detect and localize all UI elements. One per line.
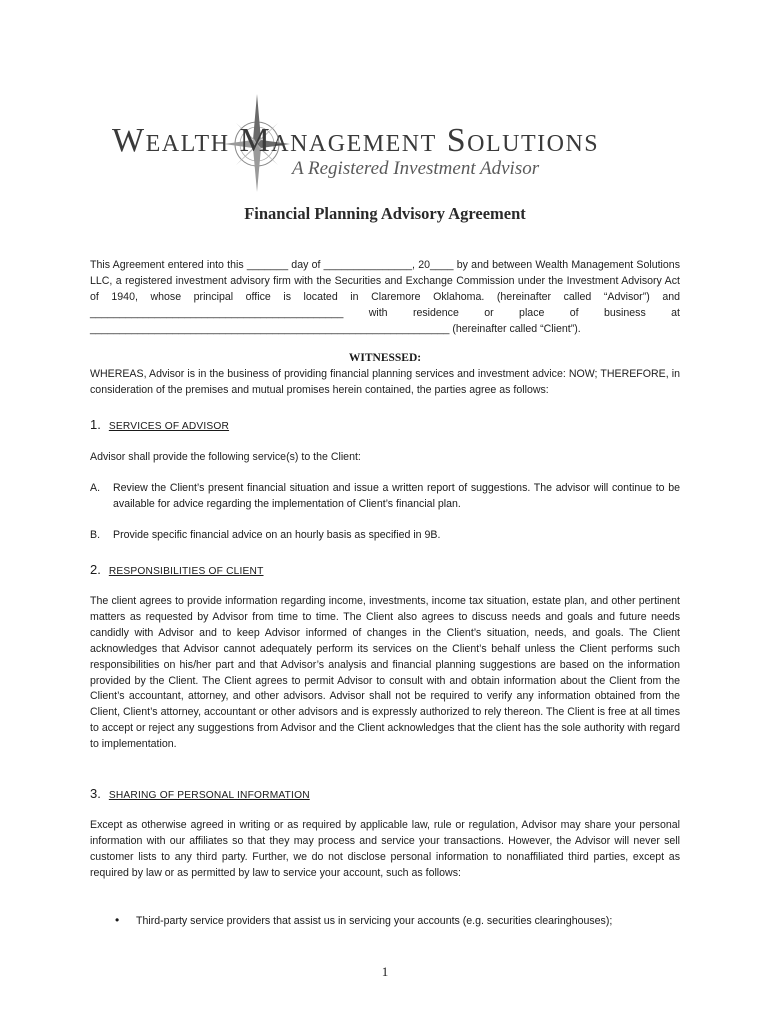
list-item-text: Review the Client’s present financial situation and issue a written report of suggestions. The advisor will continue to be available for advice regarding the implementation of Client’s financial plan. <box>113 482 680 510</box>
section-heading <box>90 417 229 432</box>
list-item <box>90 481 680 513</box>
section-title: SERVICES OF ADVISOR <box>108 421 230 432</box>
section-number: 2. <box>90 562 101 577</box>
section-paragraph: Except as otherwise agreed in writing or as required by applicable law, rule or regulation, Advisor may share your personal information with our affiliates so that they may process and service your transactions. However, the Advisor will never sell customer lists to any third party. Further, we do not disclose personal information to nonaffiliated third parties, except as required by law or as permitted by law to service your account, such as follows: <box>90 819 680 879</box>
list-item <box>90 528 680 544</box>
page-number: 1 <box>381 964 389 979</box>
section-number: 3. <box>90 786 101 801</box>
list-marker: B. <box>90 529 101 541</box>
bullet-item <box>115 914 680 930</box>
section-number: 1. <box>90 417 101 432</box>
section-title: RESPONSIBILITIES OF CLIENT <box>108 566 264 577</box>
brand-name: Wealth Management Solutions <box>112 122 600 159</box>
section-title: SHARING OF PERSONAL INFORMATION <box>108 790 310 801</box>
section-heading <box>90 562 264 577</box>
intro-paragraph: This Agreement entered into this _______ day of _______________, 20____ by and between Wealth Management Solutions LLC, a registered investment advisory firm with the Securities and Exchange Commission under the Investment Advisory Act of 1940, whose principal office is located in Claremore Oklahoma. (hereinafter called “Advisor”) and ___________________________________________ with residence or place of business at _____________________________________________________________ (hereinafter called “Client”). <box>90 259 680 335</box>
bullet-icon: • <box>115 913 120 927</box>
section-heading <box>90 786 310 801</box>
section-intro: Advisor shall provide the following service(s) to the Client: <box>90 451 361 463</box>
document-title: Financial Planning Advisory Agreement <box>244 204 526 223</box>
witnessed-heading: WITNESSED: <box>348 352 422 364</box>
brand-tagline: A Registered Investment Advisor <box>292 158 540 179</box>
bullet-text: Third-party service providers that assist us in servicing your accounts (e.g. securities clearinghouses); <box>136 915 613 927</box>
section-paragraph: The client agrees to provide information regarding income, investments, income tax situation, estate plan, and other pertinent matters as requested by Advisor from time to time. The Client also agrees to discuss needs and goals and future needs candidly with Advisor and to keep Advisor informed of changes in the Client’s situation, needs, and goals. The Client acknowledges that Advisor cannot adequately perform its services on the Client’s behalf unless the Client performs such responsibilities on his/her part and that Advisor’s analysis and financial planning suggestions are based on the information provided by the Client. The Client agrees to permit Advisor to consult with and obtain information about the Client from the Client’s accountant, attorney, and other advisors. Advisor shall not be required to verify any information obtained from the Client, Client’s attorney, accountant or other advisors and is expressly authorized to rely thereon. The Client is free at all times to accept or reject any suggestions from Advisor and the Client acknowledges that the client has the sole authority with regard to implementation. <box>90 595 680 751</box>
witnessed-paragraph: WHEREAS, Advisor is in the business of providing financial planning services and investment advice: NOW; THEREFORE, in consideration of the premises and mutual promises herein contained, the parties agree as follows: <box>90 368 680 396</box>
list-marker: A. <box>90 482 101 494</box>
list-item-text: Provide specific financial advice on an hourly basis as specified in 9B. <box>113 529 441 541</box>
